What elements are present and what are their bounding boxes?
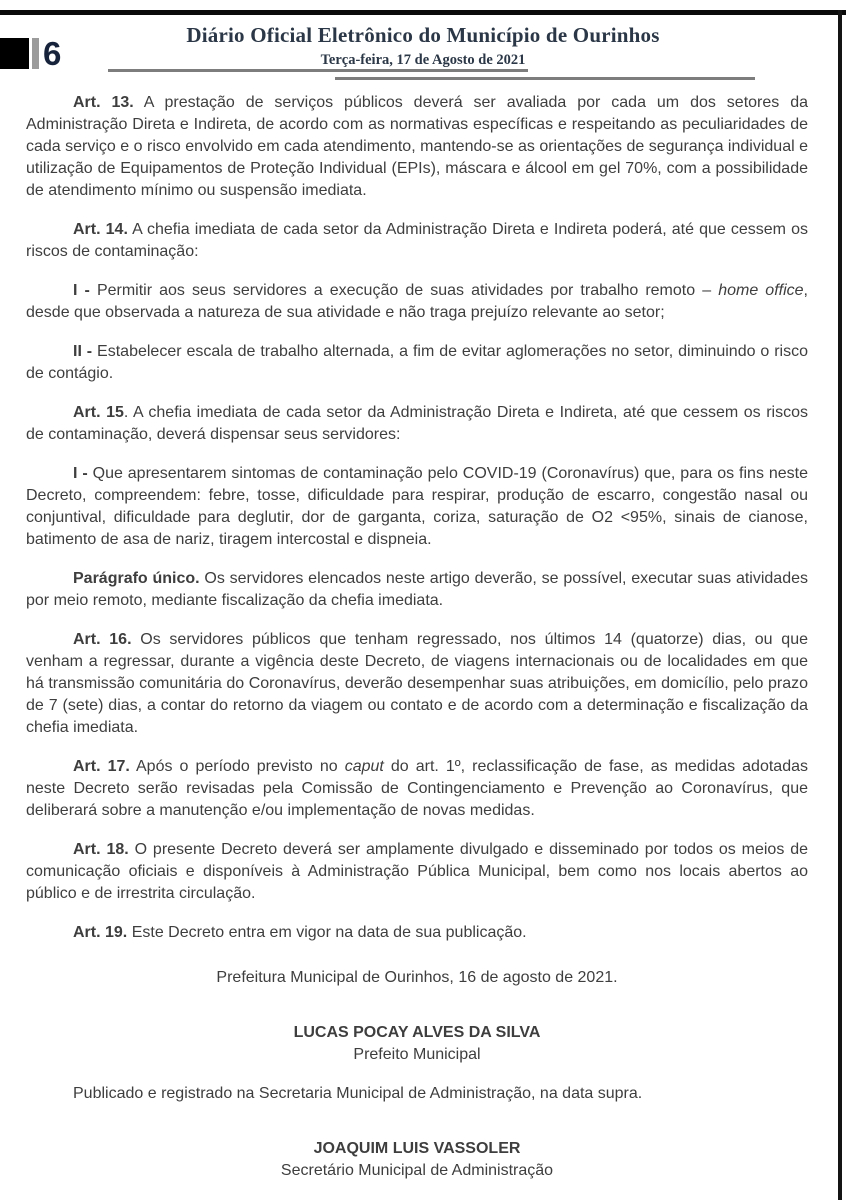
text-segment: Art. 15: [73, 404, 124, 421]
text-segment: Estabelecer escala de trabalho alternada, a fim de evitar aglomerações no setor, diminuindo o risco de contágio.: [26, 343, 809, 382]
text-segment: Art. 19.: [73, 924, 128, 941]
gazette-title: Diário Oficial Eletrônico do Município de Ourinhos: [186, 23, 660, 47]
top-border-rule: [0, 10, 846, 15]
text-segment: Art. 13.: [73, 94, 134, 111]
header-divider-rule-1: [108, 69, 528, 72]
text-segment: , desde que observada a natureza de sua atividade e não traga prejuízo relevante ao setor;: [26, 282, 808, 321]
text-segment: Secretário Municipal de Administração: [280, 1162, 554, 1179]
art-19: [26, 922, 808, 944]
text-segment: Este Decreto entra em vigor na data de sua publicação.: [127, 924, 527, 941]
art-14: [26, 219, 808, 263]
text-segment: I -: [73, 282, 90, 299]
text-segment: A prestação de serviços públicos deverá ser avaliada por cada um dos setores da Administração Direta e Indireta, de acordo com as normativas específicas e respeitando as peculiaridades de cada serviço e o risco envolvido em cada atendimento, mantendo-se as orientações de segurança individual e utilização de Equipamentos de Proteção Individual (EPIs), máscara e álcool em gel 70%, com a possibilidade de atendimento mínimo ou suspensão imediata.: [26, 94, 808, 199]
text-segment: Art. 17.: [73, 758, 130, 775]
document-body: [26, 92, 808, 1199]
art-15: [26, 402, 808, 446]
text-segment: Prefeitura Municipal de Ourinhos, 16 de agosto de 2021.: [216, 969, 618, 986]
art-14-item-ii: [26, 341, 808, 385]
text-segment: Os servidores públicos que tenham regressado, nos últimos 14 (quatorze) dias, ou que venham a regressar, durante a vigência deste Decreto, de viagens internacionais ou de localidades em que há transmissão comunitária do Coronavírus, deverão desempenhar suas atribuições, em domicílio, pelo prazo de 7 (sete) dias, a contar do retorno da viagem ou contato e de acordo com a determinação e fiscalização da chefia imediata.: [26, 631, 808, 736]
art-13: [26, 92, 808, 202]
art-15-item-i: [26, 463, 808, 551]
secretary-name: [26, 1122, 808, 1160]
text-segment: Publicado e registrado na Secretaria Municipal de Administração, na data supra.: [73, 1085, 643, 1102]
text-segment: Os servidores elencados neste artigo deverão, se possível, executar suas atividades por meio remoto, mediante fiscalização da chefia imediata.: [26, 570, 809, 609]
text-segment: II -: [73, 343, 93, 360]
publication-note: [26, 1083, 808, 1105]
mayor-title: [26, 1044, 808, 1066]
mayor-name: [26, 1006, 808, 1044]
paragrafo-unico: [26, 568, 808, 612]
text-segment: Art. 14.: [73, 221, 128, 238]
art-17: [26, 756, 808, 822]
city-date-line: [26, 961, 808, 989]
text-segment: . A chefia imediata de cada setor da Administração Direta e Indireta, até que cessem os riscos de contaminação, deverá dispensar seus servidores:: [26, 404, 808, 443]
text-segment: Que apresentarem sintomas de contaminação pelo COVID-19 (Coronavírus) que, para os fins neste Decreto, compreendem: febre, tosse, dificuldade para respirar, produção de escarro, congestão nasal ou conjuntival, dificuldade para deglutir, dor de garganta, coriza, saturação de O2 <95%, sinais de cianose, batimento de asa de nariz, tiragem intercostal e dispneia.: [26, 465, 809, 548]
text-segment: do art. 1º, reclassificação de fase, as medidas adotadas neste Decreto serão revisadas pela Comissão de Contingenciamento e Prevenção ao Coronavírus, que deliberará sobre a manutenção e/ou implementação de novas medidas.: [26, 758, 808, 819]
text-segment: A chefia imediata de cada setor da Administração Direta e Indireta poderá, até que cessem os riscos de contaminação:: [26, 221, 808, 260]
text-segment: O presente Decreto deverá ser amplamente divulgado e disseminado por todos os meios de comunicação oficiais e disponíveis à Administração Pública Municipal, bem como nos locais abertos ao público e de irrestrita circulação.: [26, 841, 809, 902]
secretary-title: [26, 1160, 808, 1182]
text-segment: Após o período previsto no: [129, 758, 345, 775]
header-divider-rule-2: [335, 77, 755, 80]
text-segment: Prefeito Municipal: [353, 1046, 481, 1063]
page-number: 6: [43, 35, 62, 72]
text-segment: home office: [718, 282, 804, 299]
text-segment: LUCAS POCAY ALVES DA SILVA: [293, 1024, 541, 1041]
gazette-date: Terça-feira, 17 de Agosto de 2021: [320, 52, 526, 68]
art-18: [26, 839, 808, 905]
text-segment: Parágrafo único.: [73, 570, 200, 587]
text-segment: caput: [344, 758, 384, 775]
text-segment: JOAQUIM LUIS VASSOLER: [313, 1140, 521, 1157]
right-border-rule: [838, 10, 842, 1200]
text-segment: Art. 18.: [73, 841, 129, 858]
art-14-item-i: [26, 280, 808, 324]
text-segment: Art. 16.: [73, 631, 132, 648]
art-16: [26, 629, 808, 739]
text-segment: I -: [73, 465, 88, 482]
text-segment: Permitir aos seus servidores a execução de suas atividades por trabalho remoto –: [89, 282, 719, 299]
